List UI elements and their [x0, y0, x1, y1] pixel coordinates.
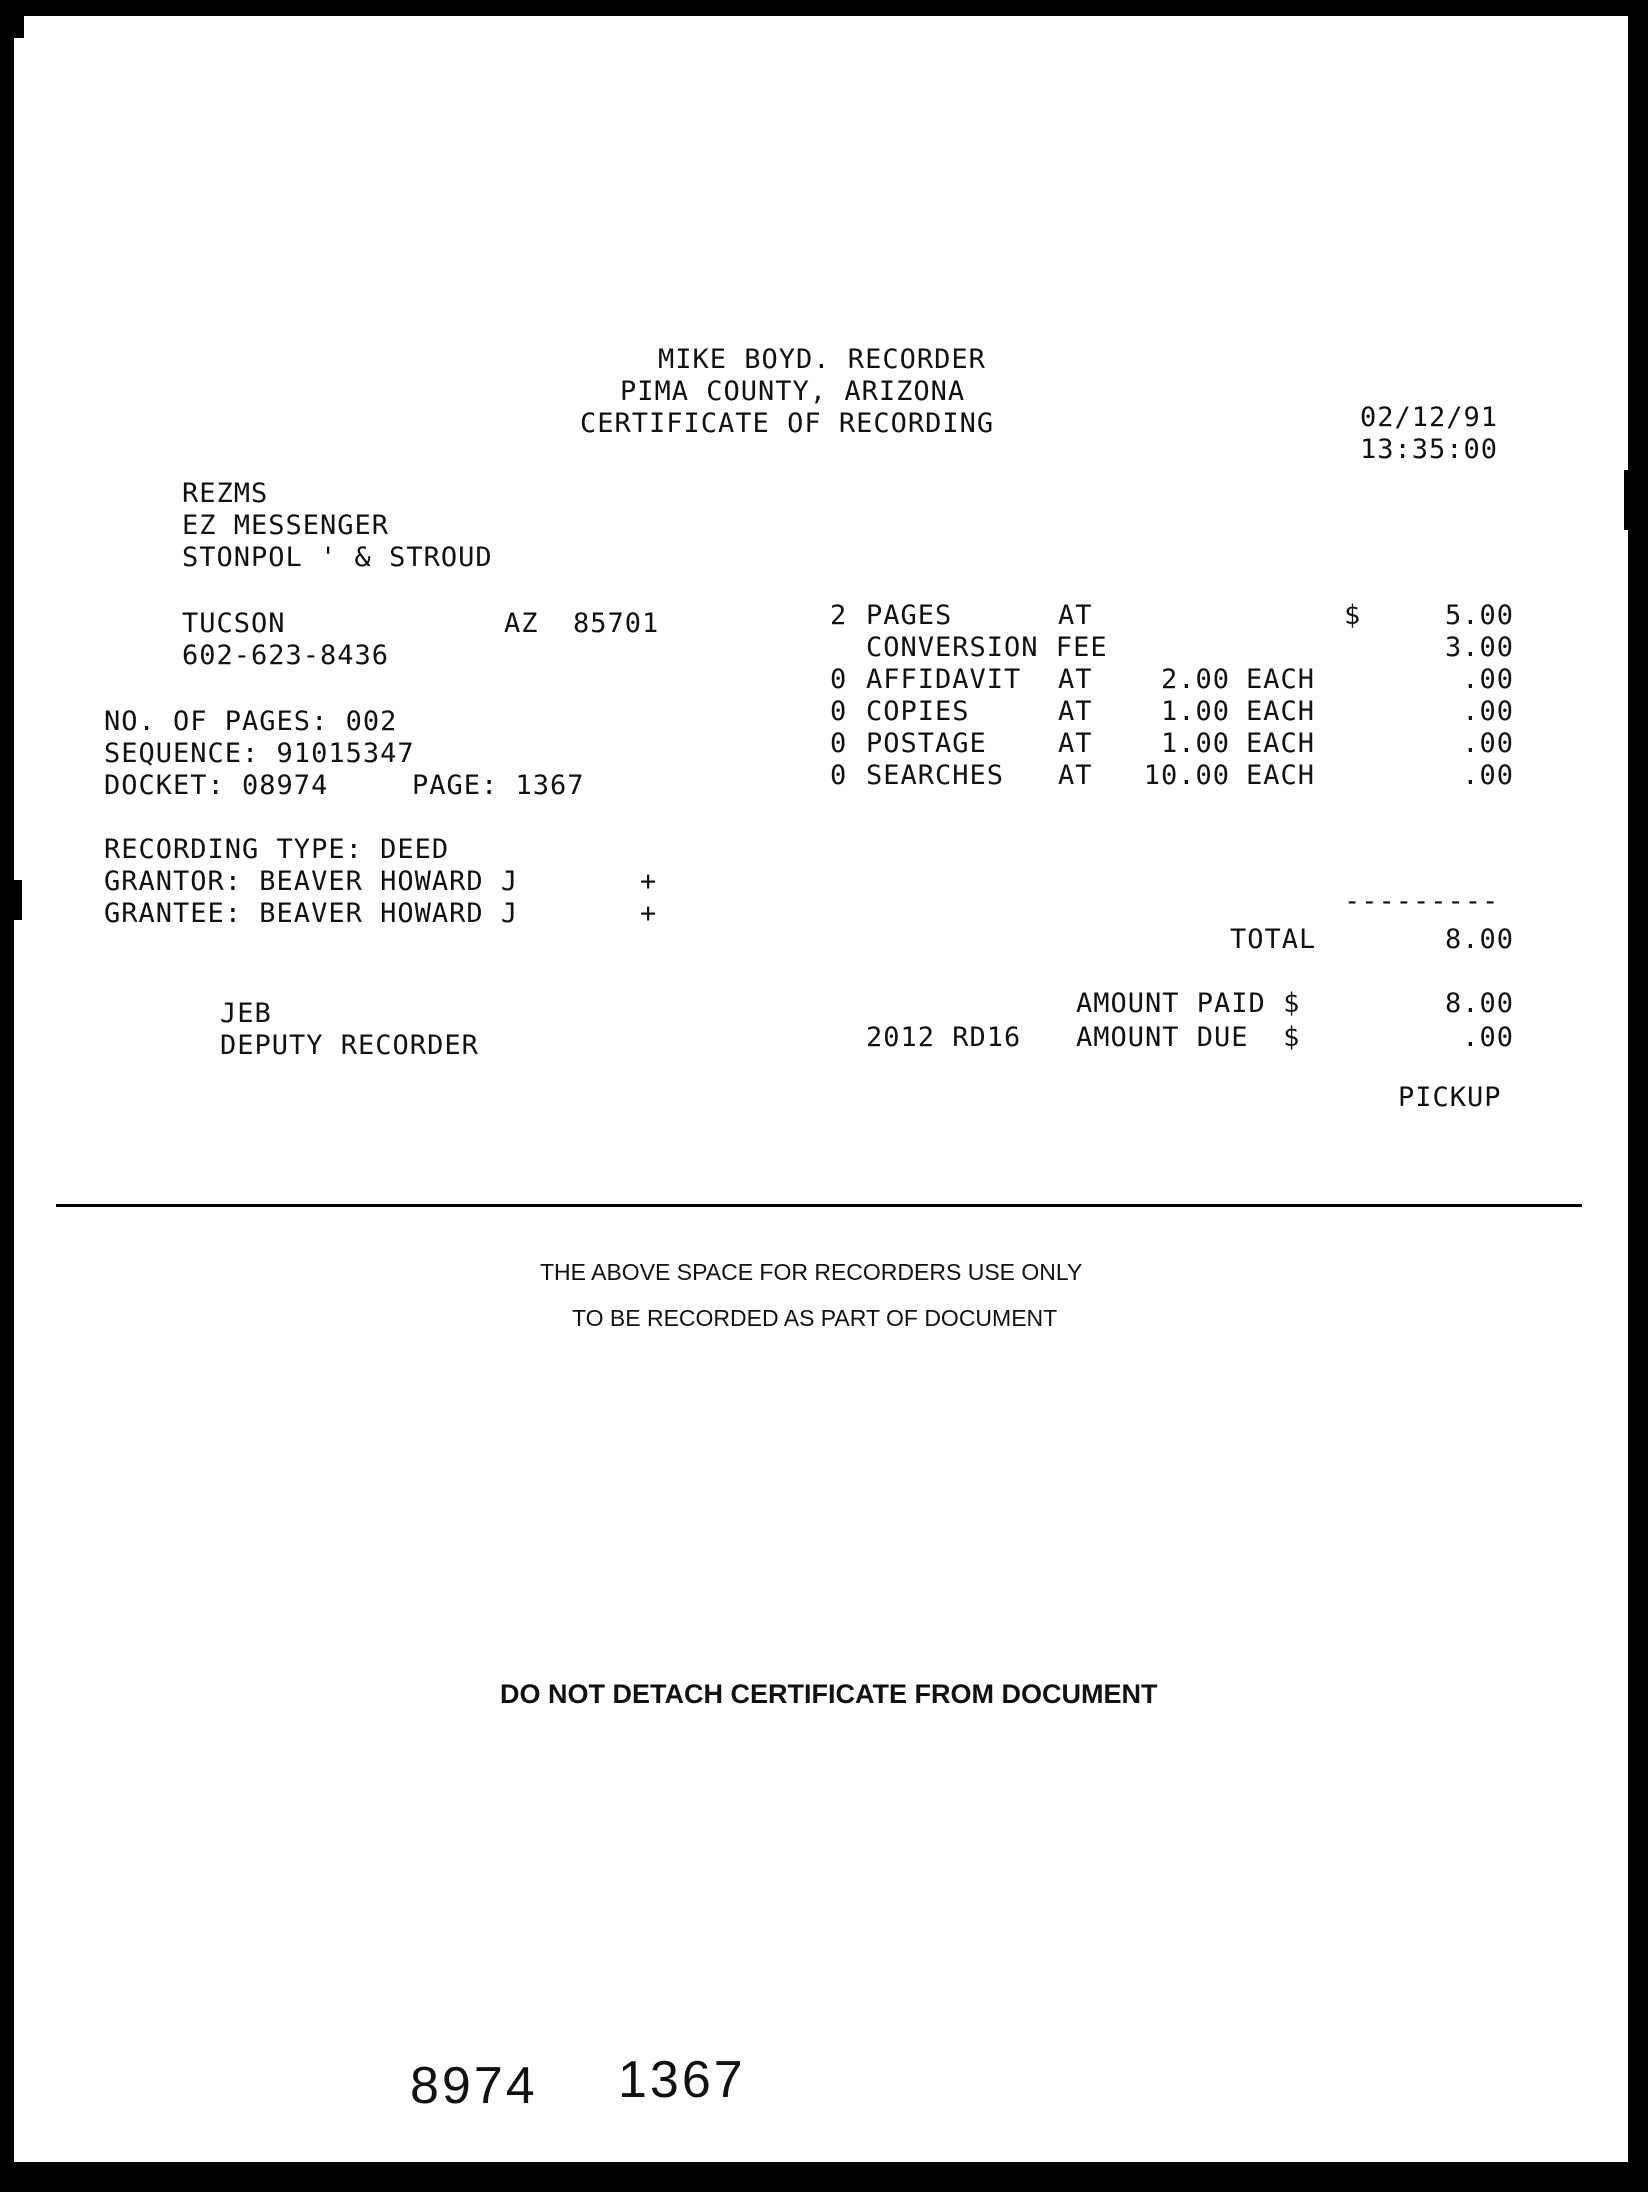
- county-state: PIMA COUNTY, ARIZONA: [620, 376, 966, 407]
- address-line-3: STONPOL ' & STROUD: [182, 542, 493, 573]
- recording-type: RECORDING TYPE: DEED: [104, 834, 450, 865]
- total-separator: ---------: [1344, 886, 1500, 917]
- handwritten-docket: 8974: [410, 2057, 538, 2115]
- scan-border-right: [1628, 0, 1648, 2192]
- fee-amount: 3.00: [1444, 632, 1514, 663]
- fee-rate: 1.00: [1160, 696, 1230, 727]
- fee-item: COPIES: [866, 696, 970, 727]
- fee-item: POSTAGE: [866, 728, 987, 759]
- recording-date: 02/12/91: [1360, 402, 1499, 433]
- fee-at: AT: [1058, 600, 1093, 631]
- fee-item: CONVERSION FEE: [866, 632, 1108, 663]
- amount-paid-value: 8.00: [1444, 988, 1514, 1019]
- fee-item: SEARCHES: [866, 760, 1005, 791]
- scan-border-bottom: [0, 2162, 1648, 2192]
- address-phone: 602-623-8436: [182, 640, 390, 671]
- fee-each: EACH: [1246, 664, 1316, 695]
- fee-qty: 2: [830, 600, 848, 631]
- docket-number: DOCKET: 08974: [104, 770, 329, 801]
- deputy-initials: JEB: [220, 998, 272, 1029]
- fee-at: AT: [1058, 664, 1093, 695]
- page-number: PAGE: 1367: [412, 770, 585, 801]
- certificate-title: CERTIFICATE OF RECORDING: [580, 408, 995, 439]
- fee-amount: 5.00: [1444, 600, 1514, 631]
- fee-at: AT: [1058, 728, 1093, 759]
- address-state-zip: AZ 85701: [504, 608, 660, 639]
- fee-amount: .00: [1462, 760, 1514, 791]
- fee-each: EACH: [1246, 728, 1316, 759]
- recorders-use-note: THE ABOVE SPACE FOR RECORDERS USE ONLY: [540, 1259, 1083, 1285]
- scan-speck: [14, 16, 24, 38]
- do-not-detach-warning: DO NOT DETACH CERTIFICATE FROM DOCUMENT: [500, 1679, 1158, 1709]
- number-of-pages: NO. OF PAGES: 002: [104, 706, 398, 737]
- total-label: TOTAL: [1230, 924, 1317, 955]
- grantor-mark: +: [640, 866, 658, 897]
- pickup-label: PICKUP: [1398, 1082, 1502, 1113]
- fee-amount: .00: [1462, 728, 1514, 759]
- fee-amount: .00: [1462, 664, 1514, 695]
- station-id: 2012 RD16: [866, 1022, 1022, 1053]
- scan-speck: [14, 880, 22, 920]
- fee-at: AT: [1058, 760, 1093, 791]
- scan-border-top: [0, 0, 1648, 16]
- grantee-mark: +: [640, 898, 658, 929]
- fee-rate: 10.00: [1143, 760, 1230, 791]
- handwritten-page: 1367: [618, 2051, 746, 2109]
- section-divider: [56, 1204, 1582, 1207]
- address-city: TUCSON: [182, 608, 286, 639]
- fee-rate: 1.00: [1160, 728, 1230, 759]
- address-line-1: REZMS: [182, 478, 269, 509]
- grantee: GRANTEE: BEAVER HOWARD J: [104, 898, 519, 929]
- fee-qty: 0: [830, 728, 848, 759]
- grantor: GRANTOR: BEAVER HOWARD J: [104, 866, 519, 897]
- fee-each: EACH: [1246, 696, 1316, 727]
- fee-amount: .00: [1462, 696, 1514, 727]
- amount-due-label: AMOUNT DUE $: [1076, 1022, 1301, 1053]
- fee-qty: 0: [830, 696, 848, 727]
- deputy-title: DEPUTY RECORDER: [220, 1030, 479, 1061]
- amount-paid-label: AMOUNT PAID $: [1076, 988, 1301, 1019]
- address-line-2: EZ MESSENGER: [182, 510, 390, 541]
- recorded-part-note: TO BE RECORDED AS PART OF DOCUMENT: [572, 1305, 1058, 1331]
- amount-due-value: .00: [1462, 1022, 1514, 1053]
- fee-dollar-sign: $: [1344, 600, 1362, 631]
- fee-rate: 2.00: [1160, 664, 1230, 695]
- sequence-number: SEQUENCE: 91015347: [104, 738, 415, 769]
- scan-speck: [1624, 470, 1632, 530]
- total-value: 8.00: [1444, 924, 1514, 955]
- fee-qty: 0: [830, 664, 848, 695]
- fee-each: EACH: [1246, 760, 1316, 791]
- recording-time: 13:35:00: [1360, 434, 1499, 465]
- fee-item: PAGES: [866, 600, 953, 631]
- scan-border-left: [0, 0, 14, 2192]
- fee-qty: 0: [830, 760, 848, 791]
- fee-item: AFFIDAVIT: [866, 664, 1022, 695]
- fee-at: AT: [1058, 696, 1093, 727]
- recorder-name: MIKE BOYD. RECORDER: [658, 344, 986, 375]
